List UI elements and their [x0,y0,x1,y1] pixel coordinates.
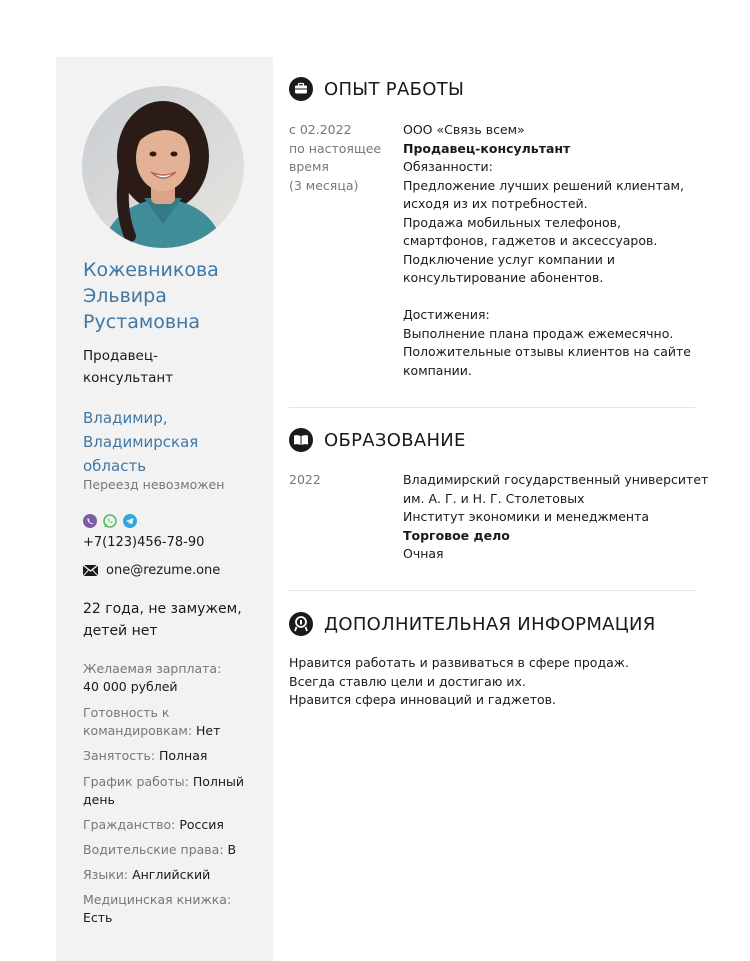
phone-number[interactable]: +7(123)456-78-90 [83,535,205,550]
full-name [83,257,268,335]
info-line: Нравится работать и развиваться в сфере продаж. [289,655,629,670]
position-line: консультант [83,370,174,386]
achievement-line: компании. [403,362,472,378]
duty-line: консультирование абонентов. [403,270,604,285]
education-header [289,428,466,452]
fact-value: Английский [128,867,211,882]
university-line: Владимирский государственный университет [403,472,709,487]
fact-citizenship [83,816,268,834]
fact-label: Водительские права: [83,842,224,857]
university-line: им. А. Г. и Н. Г. Столетовых [403,490,585,506]
additional-info [289,654,629,710]
section-divider [289,407,695,408]
whatsapp-icon[interactable] [103,514,117,528]
duty-line: исходя из их потребностей. [403,196,588,211]
institute-name: Институт экономики и менеджмента [403,509,650,524]
period-line: по настоящее [289,140,382,156]
info-person-icon [289,612,313,636]
additional-header [289,612,656,636]
fact-label: Гражданство: [83,817,176,832]
section-divider [289,590,695,591]
desired-position [83,345,268,389]
duty-line: Подключение услуг компании и [403,251,615,267]
avatar [82,86,244,248]
fact-value: день [83,792,115,807]
experience-period [289,121,389,195]
period-line: время [289,159,329,174]
fact-salary [83,660,268,696]
info-line: Всегда ставлю цели и достигаю их. [289,673,526,689]
duty-line: смартфонов, гаджетов и аксессуаров. [403,233,658,248]
name-line: Эльвира [83,285,167,307]
fact-value: Есть [83,910,113,925]
fact-medical-book [83,891,268,927]
section-title: ОБРАЗОВАНИЕ [324,429,466,451]
duty-line: Продажа мобильных телефонов, [403,214,622,230]
fact-value: Нет [192,723,221,738]
duty-line: Предложение лучших решений клиентам, [403,177,684,193]
family-line: 22 года, не замужем, [83,601,242,617]
name-line: Кожевникова [83,259,219,281]
experience-details [403,121,703,380]
fact-label: Языки: [83,867,129,882]
position-line: Продавец- [83,348,158,364]
fact-value: B [223,842,237,857]
fact-label: Желаемая зарплата: [83,661,222,676]
education-year: 2022 [289,472,321,487]
family-status [83,598,268,642]
fact-languages [83,866,268,884]
sidebar [56,57,273,961]
fact-label: Занятость: [83,748,156,763]
envelope-icon [83,565,98,576]
fact-label: График работы: [83,774,189,789]
messenger-icons [83,514,137,528]
job-title: Продавец-консультант [403,140,571,156]
section-title: ДОПОЛНИТЕЛЬНАЯ ИНФОРМАЦИЯ [324,613,656,635]
study-form: Очная [403,546,444,561]
fact-employment [83,747,268,765]
section-title: ОПЫТ РАБОТЫ [324,78,465,100]
fact-driving-license [83,841,268,859]
education-details [403,471,709,564]
period-line: с 02.2022 [289,122,352,137]
achievements-label: Достижения: [403,307,490,322]
fact-business-trips [83,704,268,740]
fact-value: Полный [188,774,245,789]
fact-label: Медицинская книжка: [83,892,232,907]
city [83,406,268,478]
telegram-icon[interactable] [123,514,137,528]
info-line: Нравится сфера инноваций и гаджетов. [289,692,557,707]
achievement-line: Положительные отзывы клиентов на сайте [403,344,691,359]
city-line: Владимирская [83,433,199,451]
duties-label: Обязанности: [403,159,493,174]
relocation-status: Переезд невозможен [83,477,225,492]
family-line: детей нет [83,623,158,639]
fact-value: Россия [175,817,224,832]
viber-icon[interactable] [83,514,97,528]
email-address[interactable]: one@rezume.one [106,563,221,578]
spacer [403,288,703,307]
name-line: Рустамовна [83,311,201,333]
fact-label: Готовность к [83,705,170,720]
city-line: Владимир, [83,409,168,427]
company-name: ООО «Связь всем» [403,122,525,137]
specialty: Торговое дело [403,527,510,543]
period-line: (3 месяца) [289,177,359,193]
experience-header [289,77,464,101]
achievement-line: Выполнение плана продаж ежемесячно. [403,325,674,341]
fact-value: 40 000 рублей [83,679,178,694]
briefcase-icon [289,77,313,101]
fact-label: командировкам: [83,723,193,738]
fact-value: Полная [155,748,208,763]
open-book-icon [289,428,313,452]
email-row [83,563,220,578]
fact-schedule [83,773,268,809]
city-line: область [83,457,147,475]
